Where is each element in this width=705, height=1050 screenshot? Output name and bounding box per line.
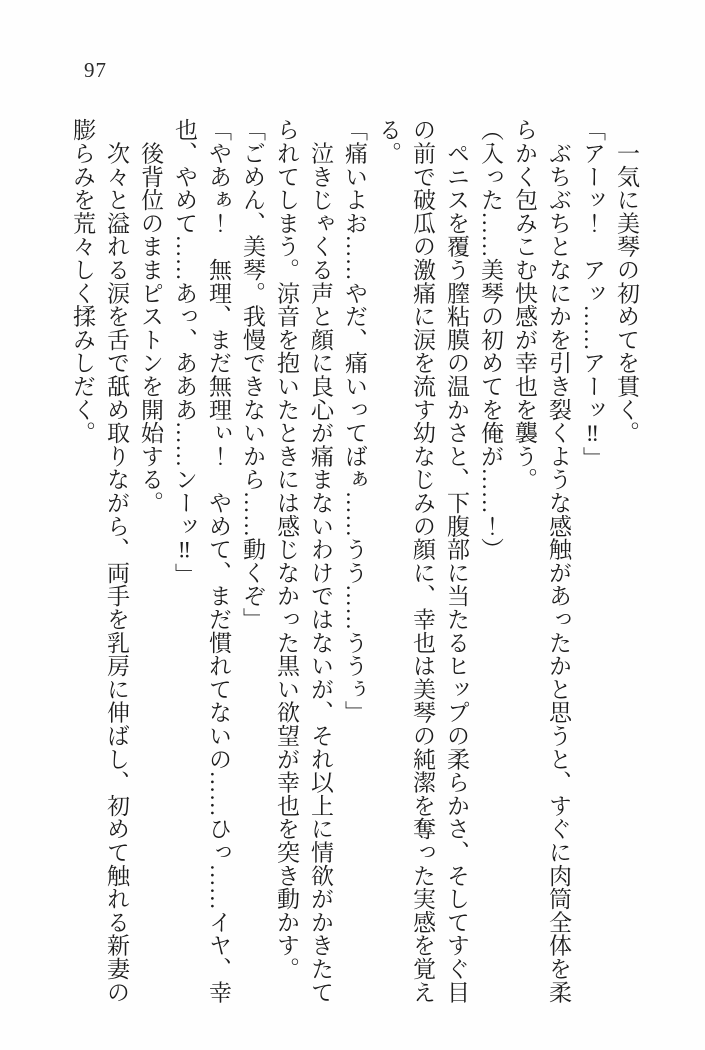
text-line: 次々と溢れる涙を舌で舐め取りながら、両手を乳房に伸ばし、初めて触れる新妻の	[104, 118, 129, 1004]
text-line: られてしまう。涼音を抱いたときには感じなかった黒い欲望が幸也を突き動かす。	[274, 118, 299, 981]
text-line: 「アーッ！ アッ……アーッ‼」	[580, 118, 605, 470]
text-line: 泣きじゃくる声と顔に良心が痛まないわけではないが、それ以上に情欲がかきたて	[308, 118, 333, 1004]
text-line: 後背位のままピストンを開始する。	[138, 118, 163, 515]
text-line: 膨らみを荒々しく揉みしだく。	[70, 118, 95, 445]
text-line: （入った……美琴の初めてを俺が……！）	[478, 118, 503, 561]
text-line: の前で破瓜の激痛に涙を流す幼なじみの顔に、幸也は美琴の純潔を奪った実感を覚え	[410, 118, 435, 1004]
text-line: る。	[376, 118, 401, 165]
text-line: 「ごめん、美琴。我慢できないから……動くぞ」	[240, 118, 265, 631]
text-line: 「やあぁ！ 無理、まだ無理ぃ！ やめて、まだ慣れてないの……ひっ……イヤ、幸	[206, 118, 231, 1004]
page-number: 97	[84, 58, 107, 82]
text-line: 「痛いよお……やだ、痛いってばぁ……うう……ううぅ」	[342, 118, 367, 724]
text-line: らかく包みこむ快感が幸也を襲う。	[512, 118, 537, 491]
text-line: ペニスを覆う膣粘膜の温かさと、下腹部に当たるヒップの柔らかさ、そしてすぐ目	[444, 118, 469, 1004]
text-line: ぶちぶちとなにかを引き裂くような感触があったかと思うと、すぐに肉筒全体を柔	[546, 118, 571, 1004]
text-line: 也、やめて……あっ、あああ……ンーッ‼」	[172, 118, 197, 586]
body-text	[65, 118, 643, 1003]
text-line: 一気に美琴の初めてを貫く。	[614, 118, 639, 445]
